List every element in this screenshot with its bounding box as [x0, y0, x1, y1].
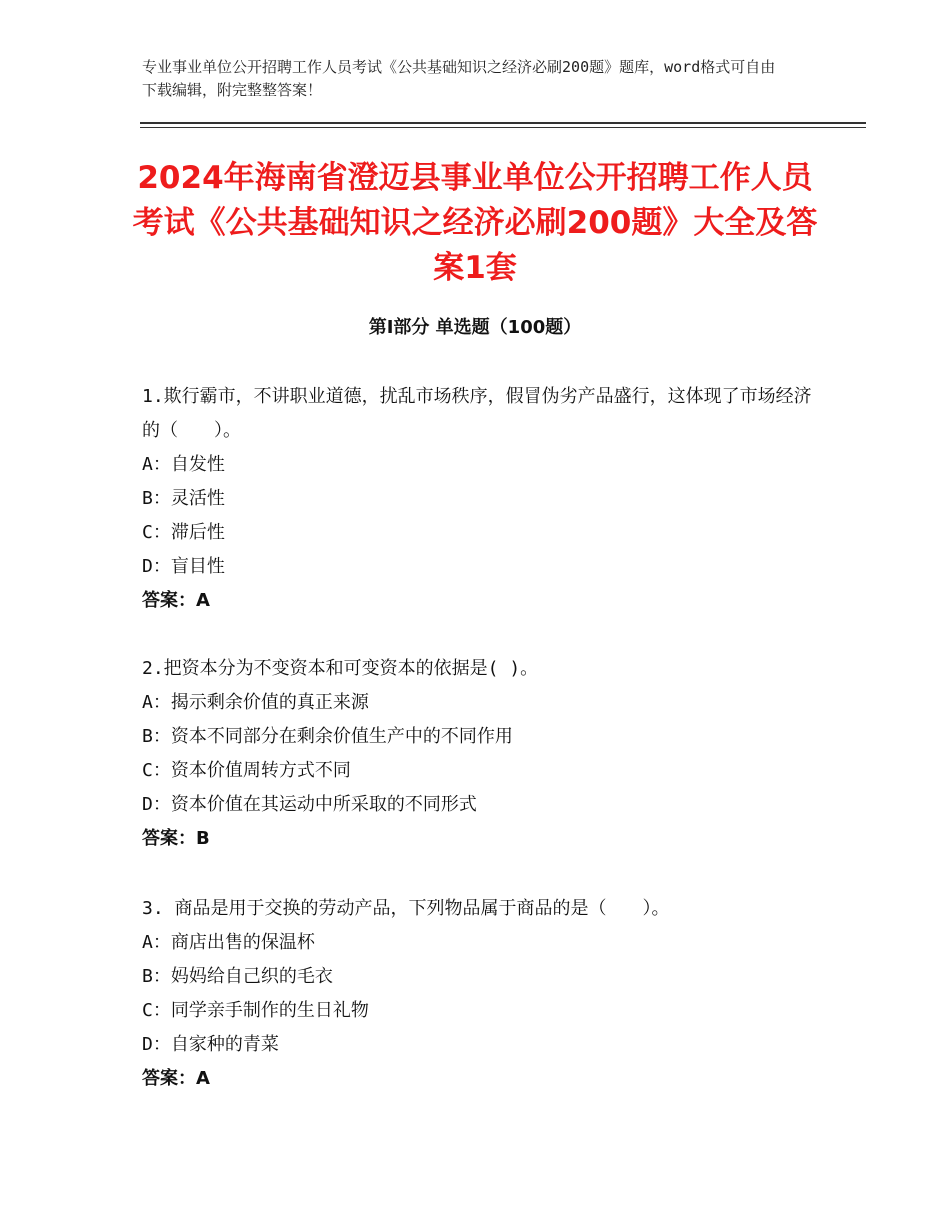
option-d: D：资本价值在其运动中所采取的不同形式 [142, 794, 477, 815]
header-rule-thin [140, 127, 866, 128]
option-d: D：自家种的青菜 [142, 1034, 279, 1055]
question-3 [142, 892, 822, 1096]
question-stem: 3. 商品是用于交换的劳动产品，下列物品属于商品的是（ ）。 [142, 898, 670, 919]
option-b: B：灵活性 [142, 488, 225, 509]
option-a: A：商店出售的保温杯 [142, 932, 315, 953]
question-2 [142, 652, 822, 856]
option-b: B：妈妈给自己织的毛衣 [142, 966, 333, 987]
option-c: C：滞后性 [142, 522, 225, 543]
answer: 答案：A [142, 1068, 210, 1089]
option-a: A：揭示剩余价值的真正来源 [142, 692, 369, 713]
document-title: 2024年海南省澄迈县事业单位公开招聘工作人员考试《公共基础知识之经济必刷200题》大全及答案1套 [132, 160, 818, 286]
option-c: C：同学亲手制作的生日礼物 [142, 1000, 369, 1021]
option-c: C：资本价值周转方式不同 [142, 760, 351, 781]
option-d: D：盲目性 [142, 556, 225, 577]
option-a: A：自发性 [142, 454, 225, 475]
question-stem: 2.把资本分为不变资本和可变资本的依据是( )。 [142, 658, 539, 679]
question-1 [142, 380, 822, 618]
answer: 答案：B [142, 828, 210, 849]
header-note: 专业事业单位公开招聘工作人员考试《公共基础知识之经济必刷200题》题库，word格式可自由下载编辑，附完整整答案！ [142, 58, 776, 99]
option-b: B：资本不同部分在剩余价值生产中的不同作用 [142, 726, 513, 747]
header-rule-thick [140, 122, 866, 124]
question-stem: 1.欺行霸市，不讲职业道德，扰乱市场秩序，假冒伪劣产品盛行，这体现了市场经济的（ ）。 [142, 386, 812, 441]
section-heading: 第Ⅰ部分 单选题（100题） [368, 317, 582, 338]
answer: 答案：A [142, 590, 210, 611]
